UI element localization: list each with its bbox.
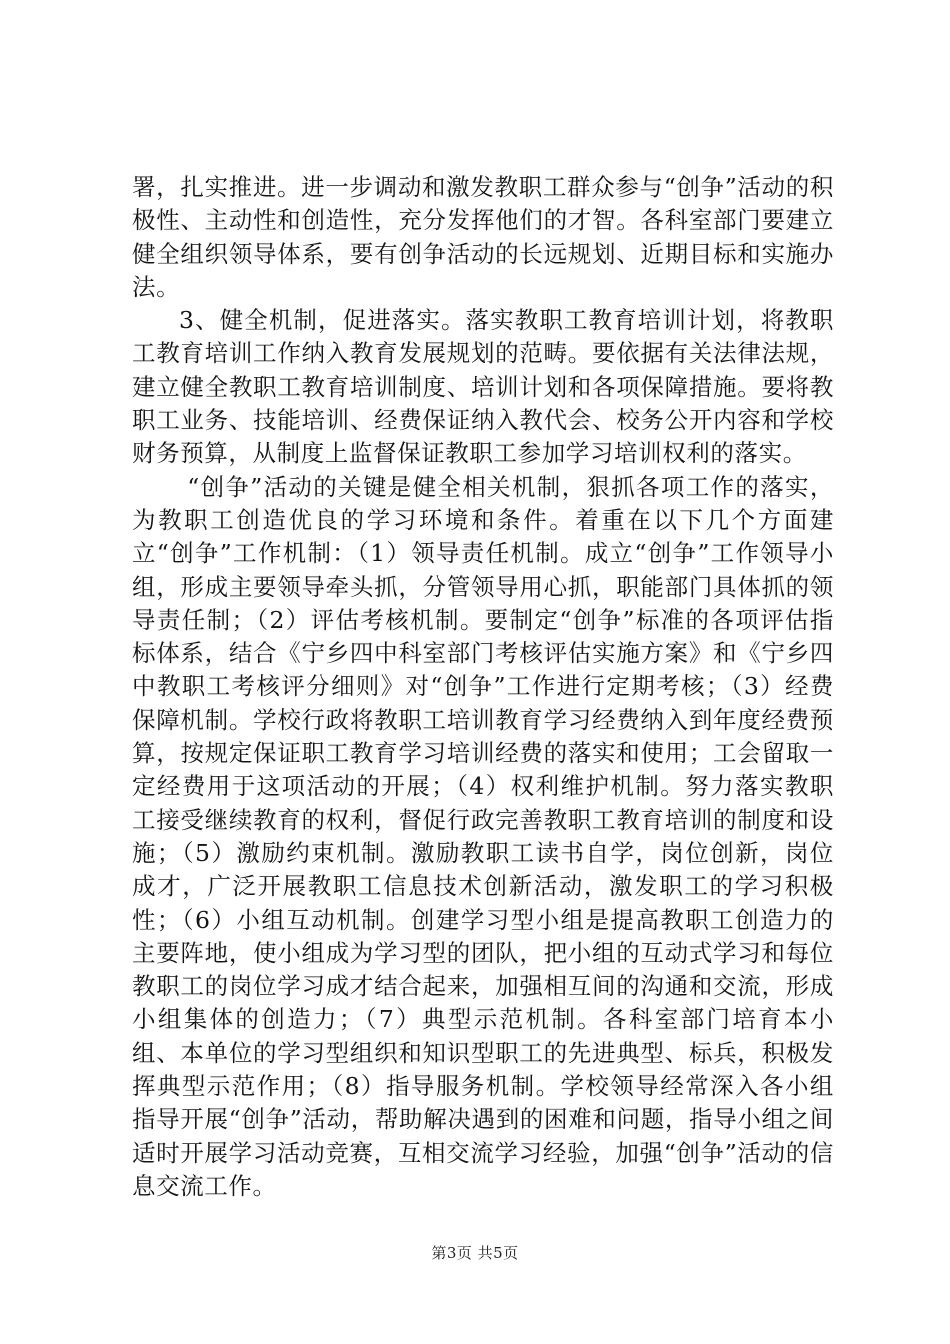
paragraph-mechanisms-list: “创争”活动的关键是健全相关机制，狠抓各项工作的落实，为教职工创造优良的学习环境和条件。着重在以下几个方面建立“创争”工作机制：（1）领导责任机制。成立“创争”工作领导小组，形成主要领导牵头抓，分管领导用心抓，职能部门具体抓的领导责任制；（2）评估考核机制。要制定“创争”标准的各项评估指标体系，结合《宁乡四中科室部门考核评估实施方案》和《宁乡四中教职工考核评分细则》对“创争”工作进行定期考核；（3）经费保障机制。学校行政将教职工培训教育学习经费纳入到年度经费预算，按规定保证职工教育学习培训经费的落实和使用；工会留取一定经费用于这项活动的开展；（4）权利维护机制。努力落实教职工接受继续教育的权利，督促行政完善教职工教育培训的制度和设施；（5）激励约束机制。激励教职工读书自学，岗位创新，岗位成才，广泛开展教职工信息技术创新活动，激发职工的学习积极性；（6）小组互动机制。创建学习型小组是提高教职工创造力的主要阵地，使小组成为学习型的团队，把小组的互动式学习和每位教职工的岗位学习成才结合起来，加强相互间的沟通和交流，形成小组集体的创造力；（7）典型示范机制。各科室部门培育本小组、本单位的学习型组织和知识型职工的先进典型、标兵，积极发挥典型示范作用；（8）指导服务机制。学校领导经常深入各小组指导开展“创争”活动，帮助解决遇到的困难和问题，指导小组之间适时开展学习活动竞赛，互相交流学习经验，加强“创争”活动的信息交流工作。 [132, 472, 834, 1200]
document-body [132, 171, 834, 1203]
paragraph-mechanism-3: 3、健全机制，促进落实。落实教职工教育培训计划，将教职工教育培训工作纳入教育发展规划的范畴。要依据有关法律法规，建立健全教职工教育培训制度、培训计划和各项保障措施。要将教职工业务、技能培训、经费保证纳入教代会、校务公开内容和学校财务预算，从制度上监督保证教职工参加学习培训权利的落实。 [132, 306, 834, 468]
page-number-footer: 第3页 共5页 [431, 1244, 519, 1262]
paragraph-continuation: 署，扎实推进。进一步调动和激发教职工群众参与“创争”活动的积极性、主动性和创造性，充分发挥他们的才智。各科室部门要建立健全组织领导体系，要有创争活动的长远规划、近期目标和实施办法。 [132, 173, 834, 301]
